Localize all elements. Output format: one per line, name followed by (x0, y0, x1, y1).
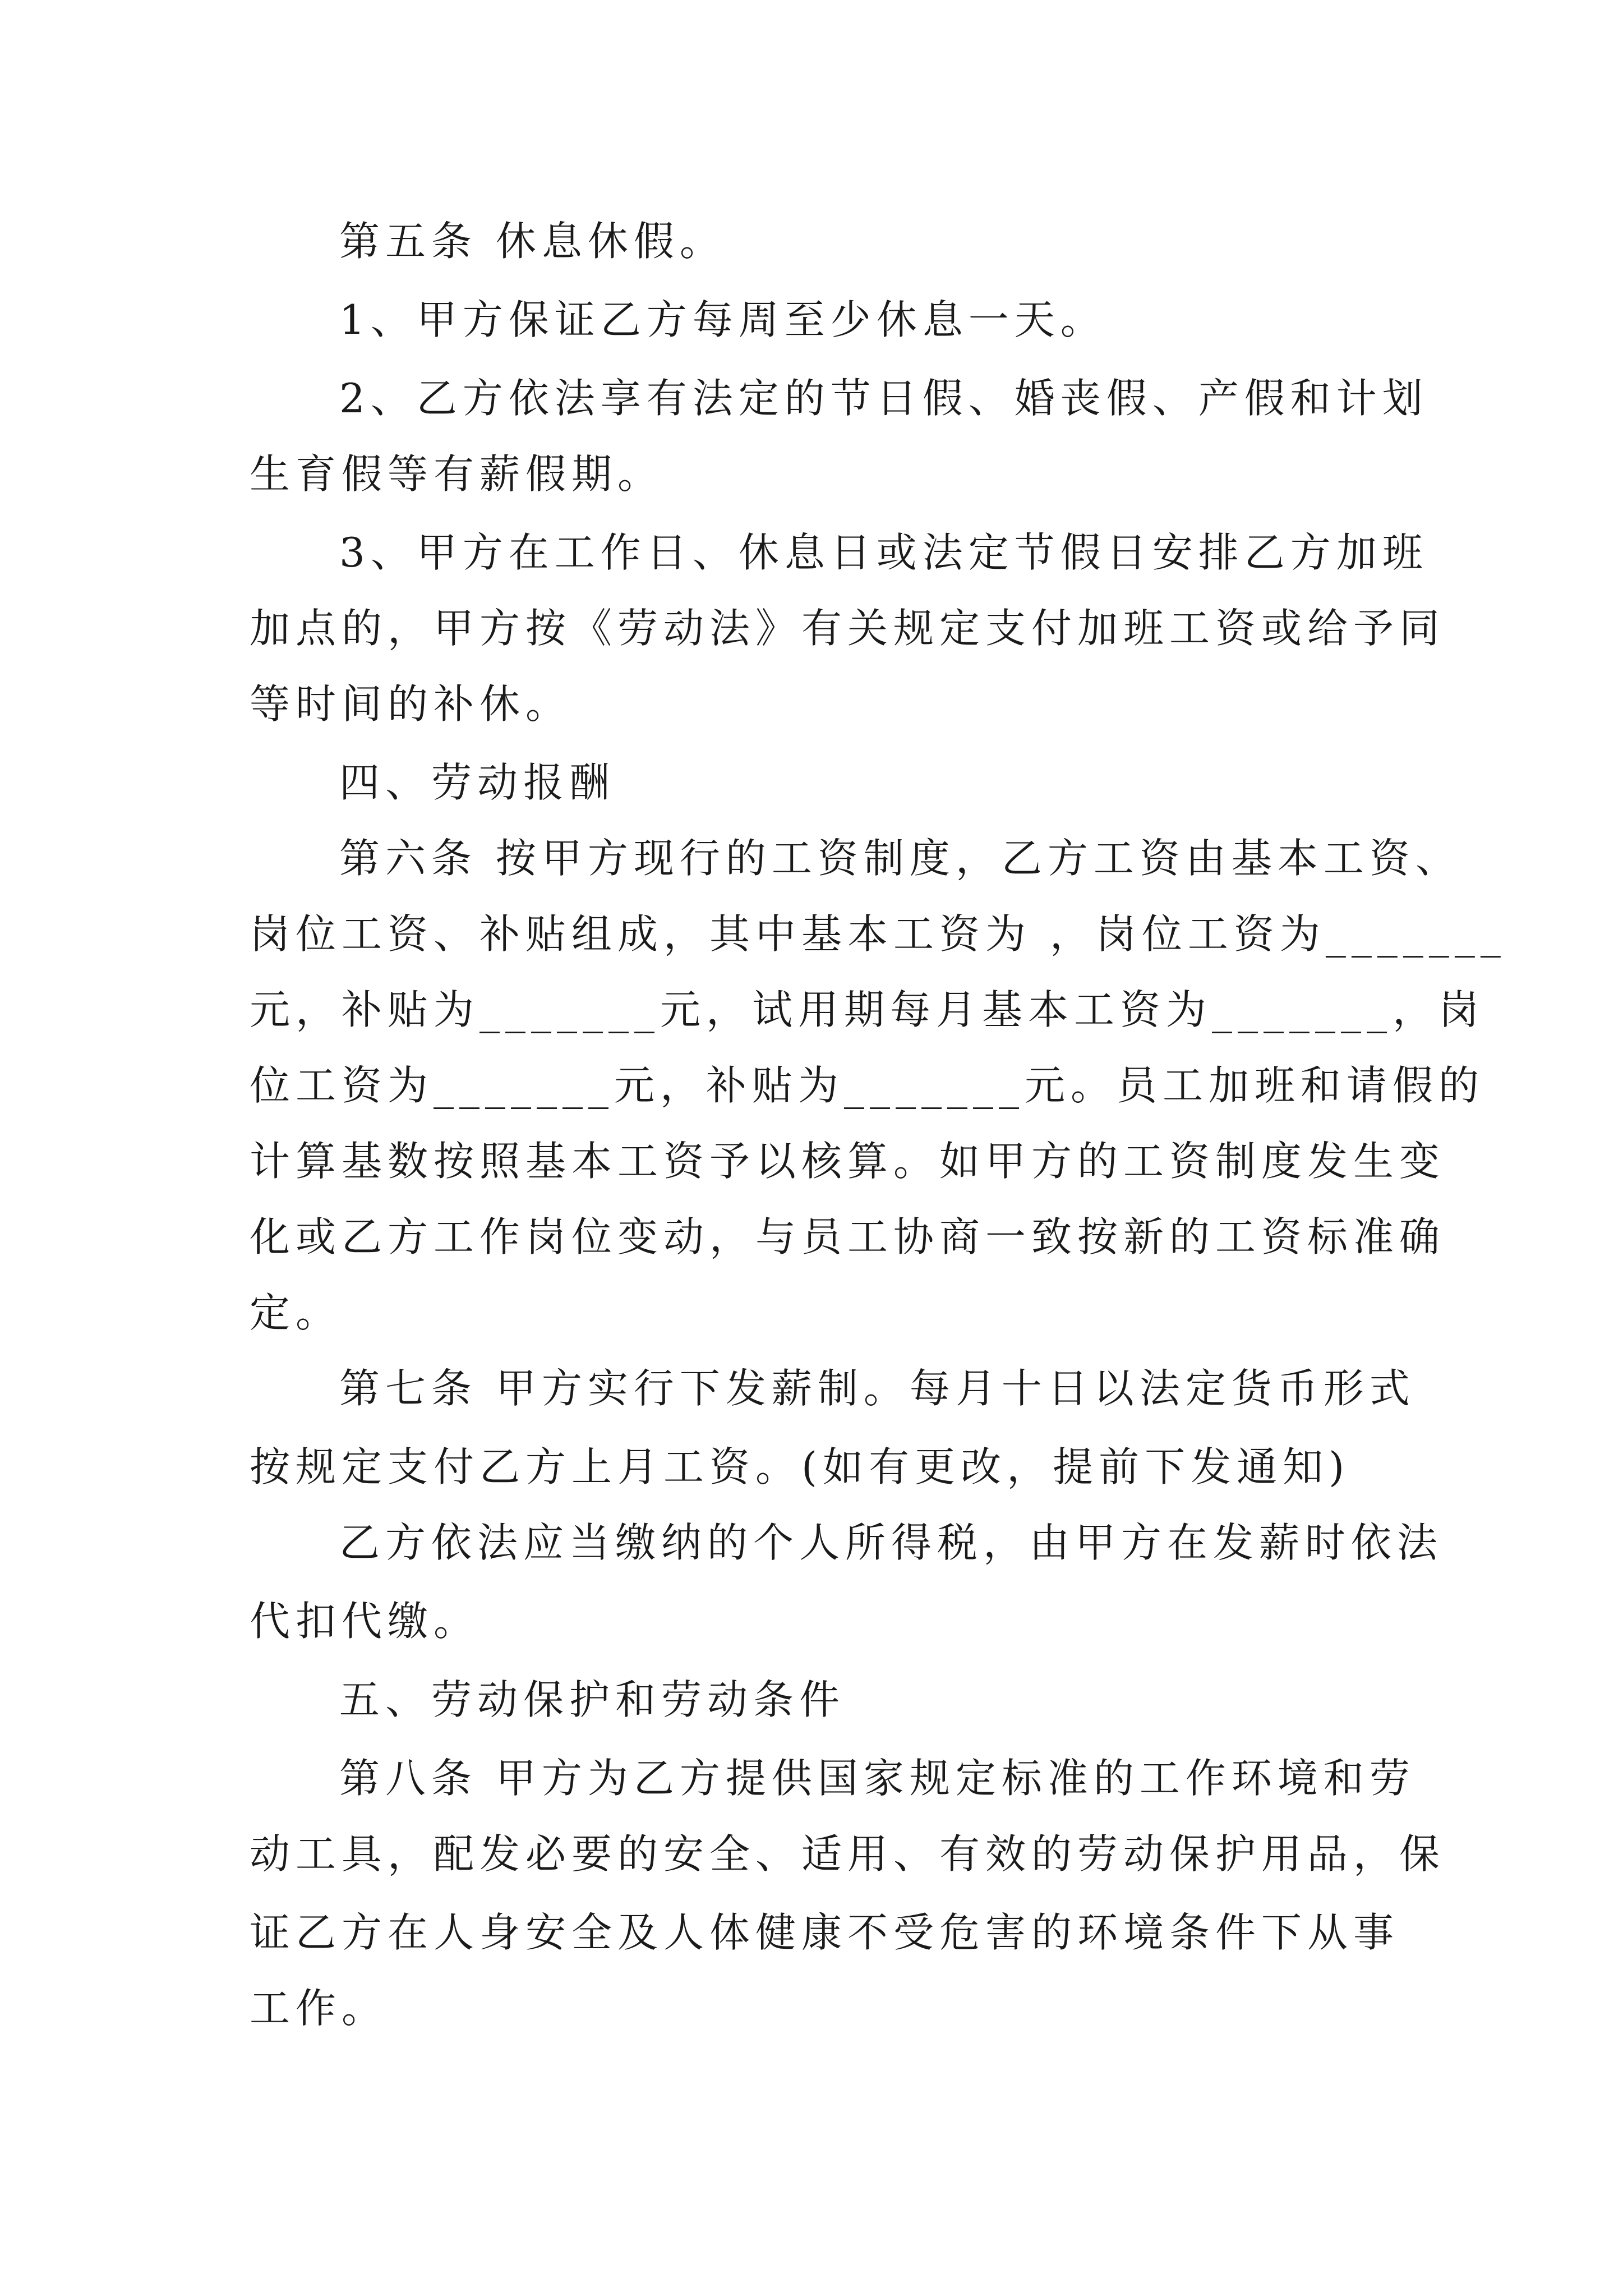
text-line: 证乙方在人身安全及人体健康不受危害的环境条件下从事 (250, 1909, 1400, 1956)
section-heading: 四、劳动报酬 (339, 759, 616, 806)
text-line: 1、甲方保证乙方每周至少休息一天。 (339, 296, 1106, 343)
text-line: 岗位工资、补贴组成，其中基本工资为 ，岗位工资为_______ (250, 910, 1506, 958)
text-line: 第六条 按甲方现行的工资制度，乙方工资由基本工资、 (339, 835, 1461, 882)
text-line: 2、乙方依法享有法定的节日假、婚丧假、产假和计划 (339, 375, 1428, 422)
text-line: 化或乙方工作岗位变动，与员工协商一致按新的工资标准确 (250, 1213, 1446, 1260)
text-line: 加点的，甲方按《劳动法》有关规定支付加班工资或给予同 (250, 605, 1446, 652)
text-line: 乙方依法应当缴纳的个人所得税，由甲方在发薪时依法 (339, 1519, 1444, 1566)
text-line: 第八条 甲方为乙方提供国家规定标准的工作环境和劳 (339, 1755, 1415, 1802)
text-line: 代扣代缴。 (250, 1598, 480, 1645)
text-line: 第五条 休息休假。 (339, 218, 726, 265)
text-line: 定。 (250, 1289, 342, 1336)
text-line: 计算基数按照基本工资予以核算。如甲方的工资制度发生变 (250, 1138, 1446, 1185)
text-line: 元，补贴为_______元，试用期每月基本工资为_______，岗 (250, 986, 1485, 1033)
text-line: 第七条 甲方实行下发薪制。每月十日以法定货币形式 (339, 1365, 1415, 1412)
text-line: 按规定支付乙方上月工资。(如有更改，提前下发通知) (250, 1443, 1350, 1490)
text-line: 工作。 (250, 1985, 388, 2032)
text-line: 动工具，配发必要的安全、适用、有效的劳动保护用品，保 (250, 1830, 1446, 1878)
text-line: 生育假等有薪假期。 (250, 450, 664, 498)
text-line: 3、甲方在工作日、休息日或法定节假日安排乙方加班 (339, 529, 1428, 576)
text-line: 等时间的补休。 (250, 680, 572, 728)
section-heading: 五、劳动保护和劳动条件 (339, 1676, 846, 1723)
text-line: 位工资为_______元，补贴为_______元。员工加班和请假的 (250, 1062, 1485, 1109)
